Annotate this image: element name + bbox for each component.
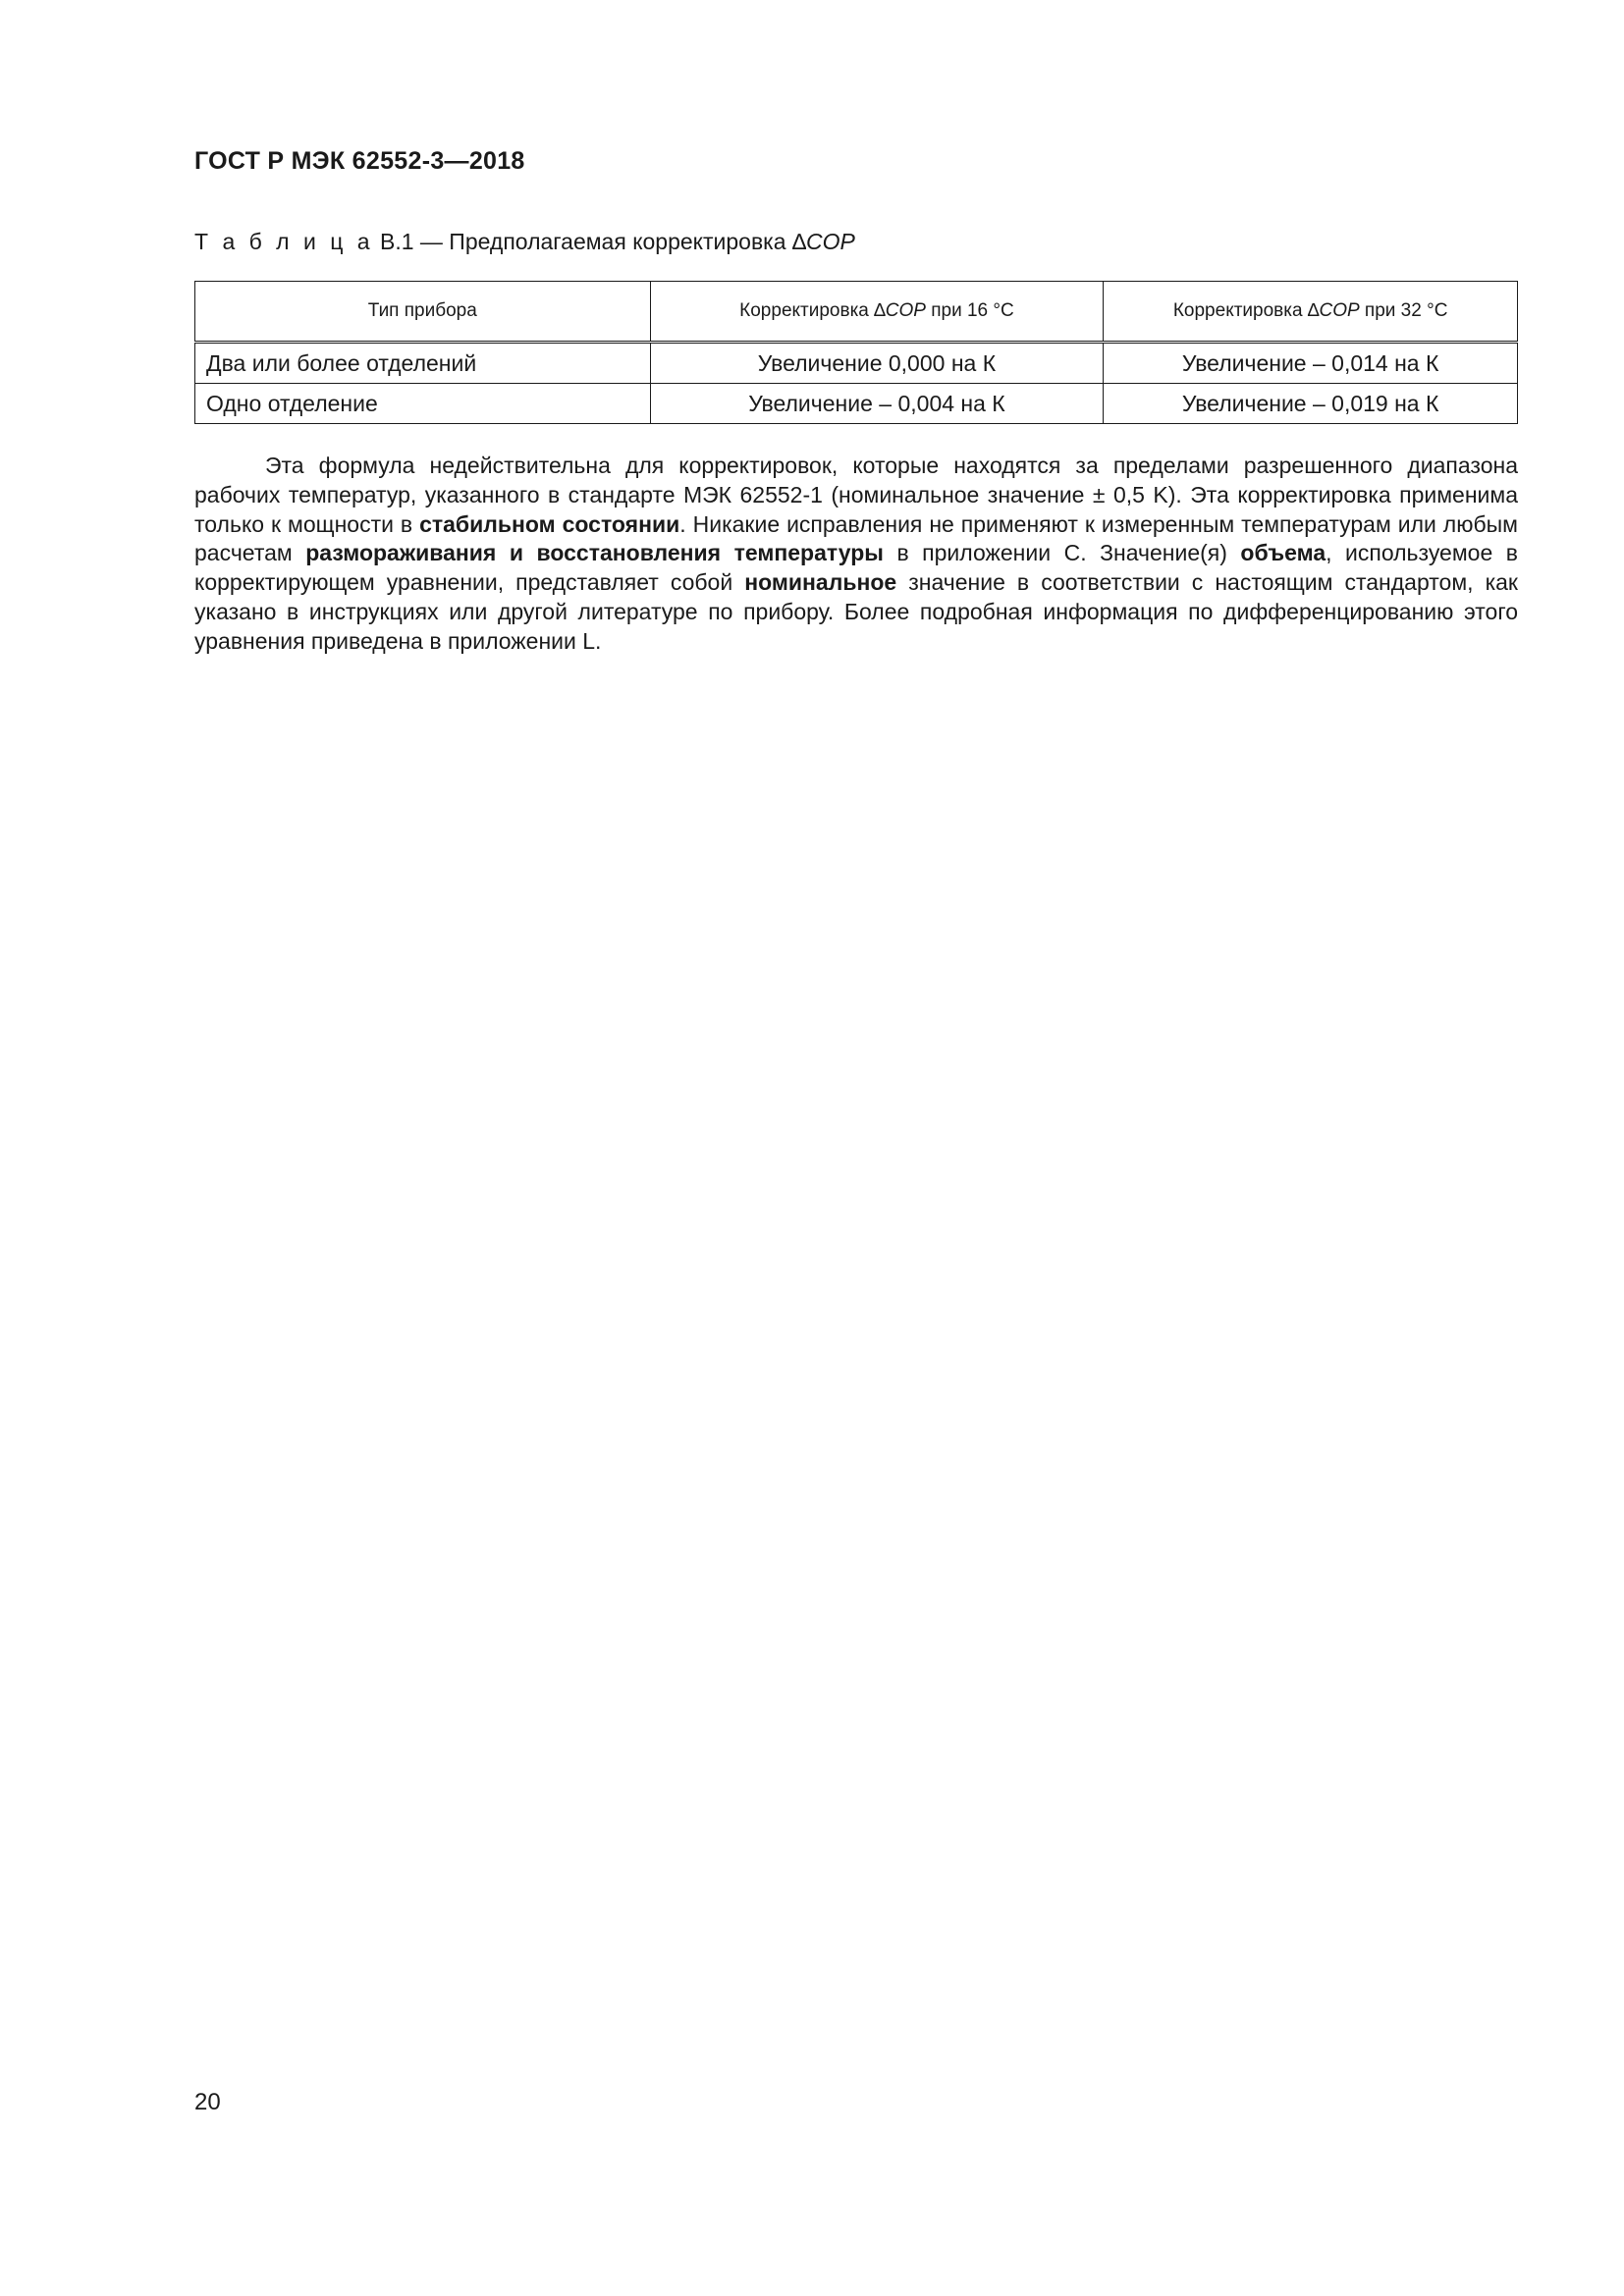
text-run: Эта формула недействительна для корректировок, которые находятся за пределами разрешенного диапазона рабочих температур, указанного в стандарте МЭК 62552-1 (номинальное значение ± 0,5 K). Эта корректировка применима только к мощности в	[194, 453, 1518, 537]
table-caption-number: В.1	[379, 229, 414, 254]
header-appliance-type: Тип прибора	[195, 282, 651, 343]
defined-term: стабильном состоянии	[419, 510, 680, 537]
defined-term: номинальное	[744, 569, 897, 596]
correction-table	[194, 281, 1518, 424]
header-correction-16	[650, 282, 1104, 343]
table-header-row	[195, 282, 1518, 343]
table-caption-title: — Предполагаемая корректировка	[419, 229, 792, 254]
header-label: Корректировка	[739, 300, 875, 321]
cop-variable: COP	[885, 300, 926, 321]
table-row	[195, 343, 1518, 384]
delta-symbol: ∆	[874, 300, 886, 321]
text-run: , используемое в корректирующем уравнении, представляет собой	[194, 540, 1518, 596]
text-run: в приложении С. Значение(я)	[883, 540, 1241, 566]
delta-symbol: ∆	[791, 229, 807, 254]
cell-appliance-type: Одно отделение	[195, 384, 651, 424]
text-run: значение в соответствии с настоящим стандартом, как указано в инструкциях или другой литературе по прибору. Более подробная информация по дифференцированию этого уравнения приведена в приложении L.	[194, 569, 1518, 654]
header-temperature: при 16 °C	[925, 300, 1014, 321]
table-row	[195, 384, 1518, 424]
header-temperature: при 32 °C	[1359, 300, 1448, 321]
table-caption	[194, 229, 855, 255]
cop-variable: COP	[1319, 300, 1360, 321]
header-correction-32	[1104, 282, 1518, 343]
text-run: . Никакие исправления не применяют к измеренным температурам или любым расчетам	[194, 510, 1518, 566]
cell-correction-16: Увеличение – 0,004 на К	[650, 384, 1104, 424]
defined-term: размораживания и восстановления температуры	[305, 540, 884, 566]
cell-correction-32: Увеличение – 0,014 на К	[1104, 343, 1518, 384]
cell-correction-32: Увеличение – 0,019 на К	[1104, 384, 1518, 424]
cell-appliance-type: Два или более отделений	[195, 343, 651, 384]
page-number: 20	[194, 2089, 221, 2115]
cop-variable: COP	[806, 229, 855, 254]
table-caption-word: Т а б л и ц а	[194, 229, 374, 254]
delta-symbol: ∆	[1307, 300, 1320, 321]
cell-correction-16: Увеличение 0,000 на К	[650, 343, 1104, 384]
body-paragraph	[194, 452, 1518, 657]
defined-term: объема	[1240, 540, 1326, 566]
standard-code-header: ГОСТ Р МЭК 62552-3—2018	[194, 147, 525, 175]
header-label: Корректировка	[1172, 300, 1308, 321]
